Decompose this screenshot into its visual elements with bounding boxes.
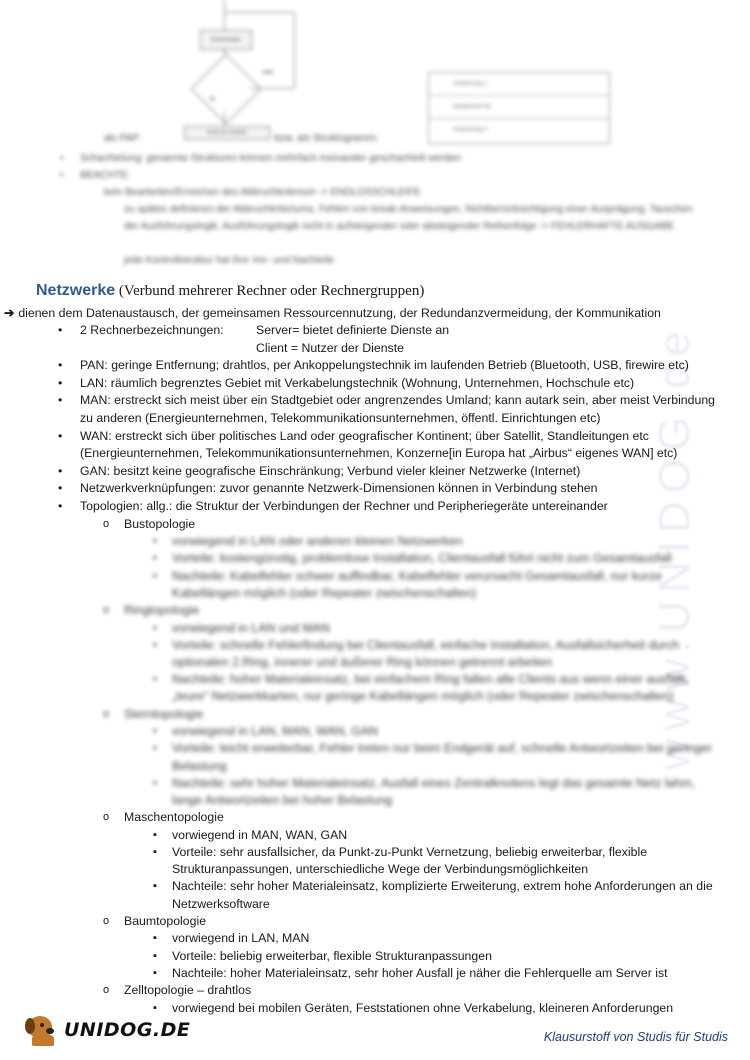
topology-details [124, 533, 726, 602]
watermark: www.UNIDOG.de [650, 323, 699, 770]
detail-item: ▪ vorwiegend bei mobilen Geräten, Feststationen ohne Verkabelung, kleineren Anforderungen [124, 1000, 726, 1017]
detail-item: ▪ Vorteile: sehr ausfallsicher, da Punkt-zu-Punkt Vernetzung, beliebig erweiterbar, flexible Strukturanpassungen, unterschiedliche Wege der Verbindungsmöglichkeiten [124, 844, 726, 878]
detail-item: ▪ Vorteile: leicht erweiterbar, Fehler treten nur beim Endgerät auf, schnelle Antwortzeiten bei geringer Belastung [124, 740, 726, 774]
topology-details [124, 620, 726, 706]
blurred-line: • BEACHTE: [60, 170, 131, 181]
section-title: Netzwerke [36, 282, 116, 299]
topology-name: Bustopologie [124, 516, 196, 531]
struct-row: Anweisung 2 [453, 127, 488, 133]
list-item: • Topologien: allg.: die Struktur der Verbindungen der Rechner und Peripheriegeräte untereinander o Bustopologie ▪ vorwiegend in LAN oder anderen kleinen Netzwerken ▪ Vorteile: kostengünstig, problemlose Installation, Clientausfall führt nicht zum Gesamtausfall ▪ Nachteile: Kabelfehler schwer auffindbar, Kabelfehler verursacht Gesamtausfall, nur kurze Kabellängen möglich (oder Repeater zwischenschalten) o Ringtopologie ▪ vorwiegend in LAN und MAN ▪ Vorteile: schnelle Fehlerfindung bei Clientausfall, einfache Installation, Ausfallsicherheit durch optionalen 2.Ring, innerer und äußerer Ring können getrennt arbeiten ▪ Nachteile: hoher Materialeinsatz, bei einfachem Ring fallen alle Clients aus wenn einer ausfällt, „teure“ Netzwerkkarten, nur geringe Kabellängen möglich (oder Repeater zwischenschalten) o Sterntopologie ▪ vorwiegend in LAN, MAN, WAN, GAN ▪ Vorteile: leicht erweiterbar, Fehler treten nur beim Endgerät auf, schnelle Antwortzeiten bei geringer Belastung ▪ Nachteile: sehr hoher Materialeinsatz, Ausfall eines Zentralknotens legt das gesamte Netz lahm, lange Antwortzeiten bei hoher Belastung o Maschentopologie ▪ vorwiegend in MAN, WAN, GAN ▪ Vorteile: sehr ausfallsicher, da Punkt-zu-Punkt Vernetzung, beliebig erweiterbar, flexible Strukturanpassungen, unterschiedliche Wege der Verbindungsmöglichkeiten ▪ Nachteile: sehr hoher Materialeinsatz, komplizierte Erweiterung, extrem hohe Anforderungen an die Netzwerksoftware o Baumtopologie ▪ vorwiegend in LAN, MAN ▪ Vorteile: beliebig erweiterbar, flexible Strukturanpassungen ▪ Nachteile: hoher Materialeinsatz, sehr hoher Ausfall je näher die Fehlerquelle am Server ist o Zelltopologie – drahtlos ▪ vorwiegend bei mobilen Geräten, Feststationen ohne Verkabelung, kleineren Anforderungen [36, 498, 726, 1017]
topology-details [124, 1000, 726, 1017]
footer-slogan: Klausurstoff von Studis für Studis [543, 1030, 728, 1044]
detail-item: ▪ Nachteile: hoher Materialeinsatz, sehr hoher Ausfall je näher die Fehlerquelle am Server ist [124, 965, 726, 982]
list-item: • GAN: besitzt keine geografische Einschränkung; Verbund vieler kleiner Netzwerke (Internet) [36, 463, 726, 481]
topology-name: Zelltopologie – drahtlos [124, 982, 252, 997]
blurred-line: jede Kontrollstruktur hat ihre Vor- und Nachteile [124, 255, 335, 266]
rechner-label: • 2 Rechnerbezeichnungen: [80, 323, 224, 337]
topology-item [80, 602, 726, 706]
detail-item: ▪ vorwiegend in LAN, MAN, WAN, GAN [124, 723, 726, 740]
topology-name: Baumtopologie [124, 913, 207, 928]
flow-decision [191, 54, 262, 125]
topology-item [80, 913, 726, 982]
detail-item: ▪ Vorteile: beliebig erweiterbar, flexible Strukturanpassungen [124, 948, 726, 965]
detail-item: ▪ Nachteile: sehr hoher Materialeinsatz, komplizierte Erweiterung, extrem hohe Anforderungen an die Netzwerksoftware [124, 878, 726, 912]
netzwerke-section [4, 282, 726, 1017]
list-item [36, 322, 726, 357]
blurred-line: kein Bearbeiten/Erreichen des Abbruchkriterium -> ENDLOSSCHLEIFE [104, 187, 421, 198]
detail-item: ▪ vorwiegend in LAN oder anderen kleinen Netzwerken [124, 533, 726, 550]
detail-item: ▪ vorwiegend in MAN, WAN, GAN [124, 827, 726, 844]
detail-item: ▪ vorwiegend in LAN, MAN [124, 930, 726, 947]
topology-details [124, 827, 726, 913]
logo-text: UNIDOG.DE [64, 1019, 191, 1041]
topology-details [124, 723, 726, 809]
section-intro: ➔ dienen dem Datenaustausch, der gemeinsamen Ressourcennutzung, der Redundanzvermeidung, der Kommunikation [4, 306, 661, 320]
struct-row: wiederhole bis [429, 96, 609, 119]
detail-item: ▪ vorwiegend in LAN und MAN [124, 620, 726, 637]
detail-item: ▪ Vorteile: schnelle Fehlerfindung bei Clientausfall, einfache Installation, Ausfallsicherheit durch optionalen 2.Ring, innerer und äußerer Ring können getrennt arbeiten [124, 637, 726, 671]
list-item: • WAN: erstreckt sich über politisches Land oder geografischer Kontinent; über Satellit, Standleitungen etc (Energieunternehmen, Telekommunikationsunternehmen, Konzerne[in Europa hat „Airbus“ eigenes WAN] etc) [36, 428, 726, 463]
struct-row: Anweisung 1 [429, 73, 609, 96]
footer-logo[interactable] [24, 1014, 190, 1046]
network-list [36, 322, 726, 1017]
topology-list [80, 516, 726, 1017]
blurred-line: • Schachtelung: genannte Strukturen können mehrfach ineinander geschachtelt werden [60, 153, 462, 164]
struct-diagram [428, 72, 610, 144]
topology-item [80, 809, 726, 913]
detail-item: ▪ Nachteile: sehr hoher Materialeinsatz, Ausfall eines Zentralknotens legt das gesamte Netz lahm, lange Antwortzeiten bei hoher Belastung [124, 775, 726, 809]
topology-name: Ringtopologie [124, 602, 200, 617]
topology-item [80, 706, 726, 810]
client-text: Client = Nutzer der Dienste [256, 340, 404, 355]
detail-item: ▪ Nachteile: Kabelfehler schwer auffindbar, Kabelfehler verursacht Gesamtausfall, nur kurze Kabellängen möglich (oder Repeater zwischenschalten) [124, 568, 726, 602]
detail-item: ▪ Vorteile: kostengünstig, problemlose Installation, Clientausfall führt nicht zum Gesamtausfall [124, 550, 726, 567]
section-subtitle: (Verbund mehrerer Rechner oder Rechnergruppen) [118, 283, 425, 299]
topology-item [80, 516, 726, 602]
topology-details [124, 930, 726, 982]
flow-no-label: nein [262, 70, 274, 76]
list-item: • LAN: räumlich begrenztes Gebiet mit Verkabelungstechnik (Wohnung, Unternehmen, Hochschule etc) [36, 375, 726, 393]
list-item: • Netzwerkverknüpfungen: zuvor genannte Netzwerk-Dimensionen können in Verbindung stehen [36, 480, 726, 498]
flow-yes-label: ja [210, 96, 215, 102]
blurred-line: als PAP: bzw. als Struktogramm: [104, 133, 379, 144]
flow-box: Anweisungen [200, 30, 252, 50]
flow-end-box: Ende der Schleife [184, 126, 270, 140]
topology-name: Maschentopologie [124, 810, 224, 825]
blurred-line: zu spätes definieren der Abbruchkriteriums, Fehlen von break-Anweisungen, Nichtberücksichtigung einer Ausprägung, Tauschen der Ausführungslogik, Ausführungslogik nicht in aufsteigender oder absteigender Reihenfolge -> FEHLERHAFTE AUSGABE [124, 204, 693, 232]
topology-name: Sterntopologie [124, 706, 204, 721]
topology-item [80, 982, 726, 1017]
dog-logo-icon [24, 1014, 58, 1046]
list-item: • MAN: erstreckt sich meist über ein Stadtgebiet oder angrenzendes Umland; kann autark sein, aber meist Verbindung zu anderen (Energieunternehmen, Telekommunikationsunternehmen, öffentl. Einrichtungen etc) [36, 392, 726, 427]
section-heading [36, 282, 726, 300]
arrow-icon: ➔ [4, 306, 15, 320]
server-text: Server= bietet definierte Dienste an [256, 323, 450, 337]
detail-item: ▪ Nachteile: hoher Materialeinsatz, bei einfachem Ring fallen alle Clients aus wenn einer ausfällt, „teure“ Netzwerkkarten, nur geringe Kabellängen möglich (oder Repeater zwischenschalten) [124, 671, 726, 705]
list-item: • PAN: geringe Entfernung; drahtlos, per Ankoppelungstechnik im laufenden Betrieb (Bluetooth, USB, firewire etc) [36, 357, 726, 375]
